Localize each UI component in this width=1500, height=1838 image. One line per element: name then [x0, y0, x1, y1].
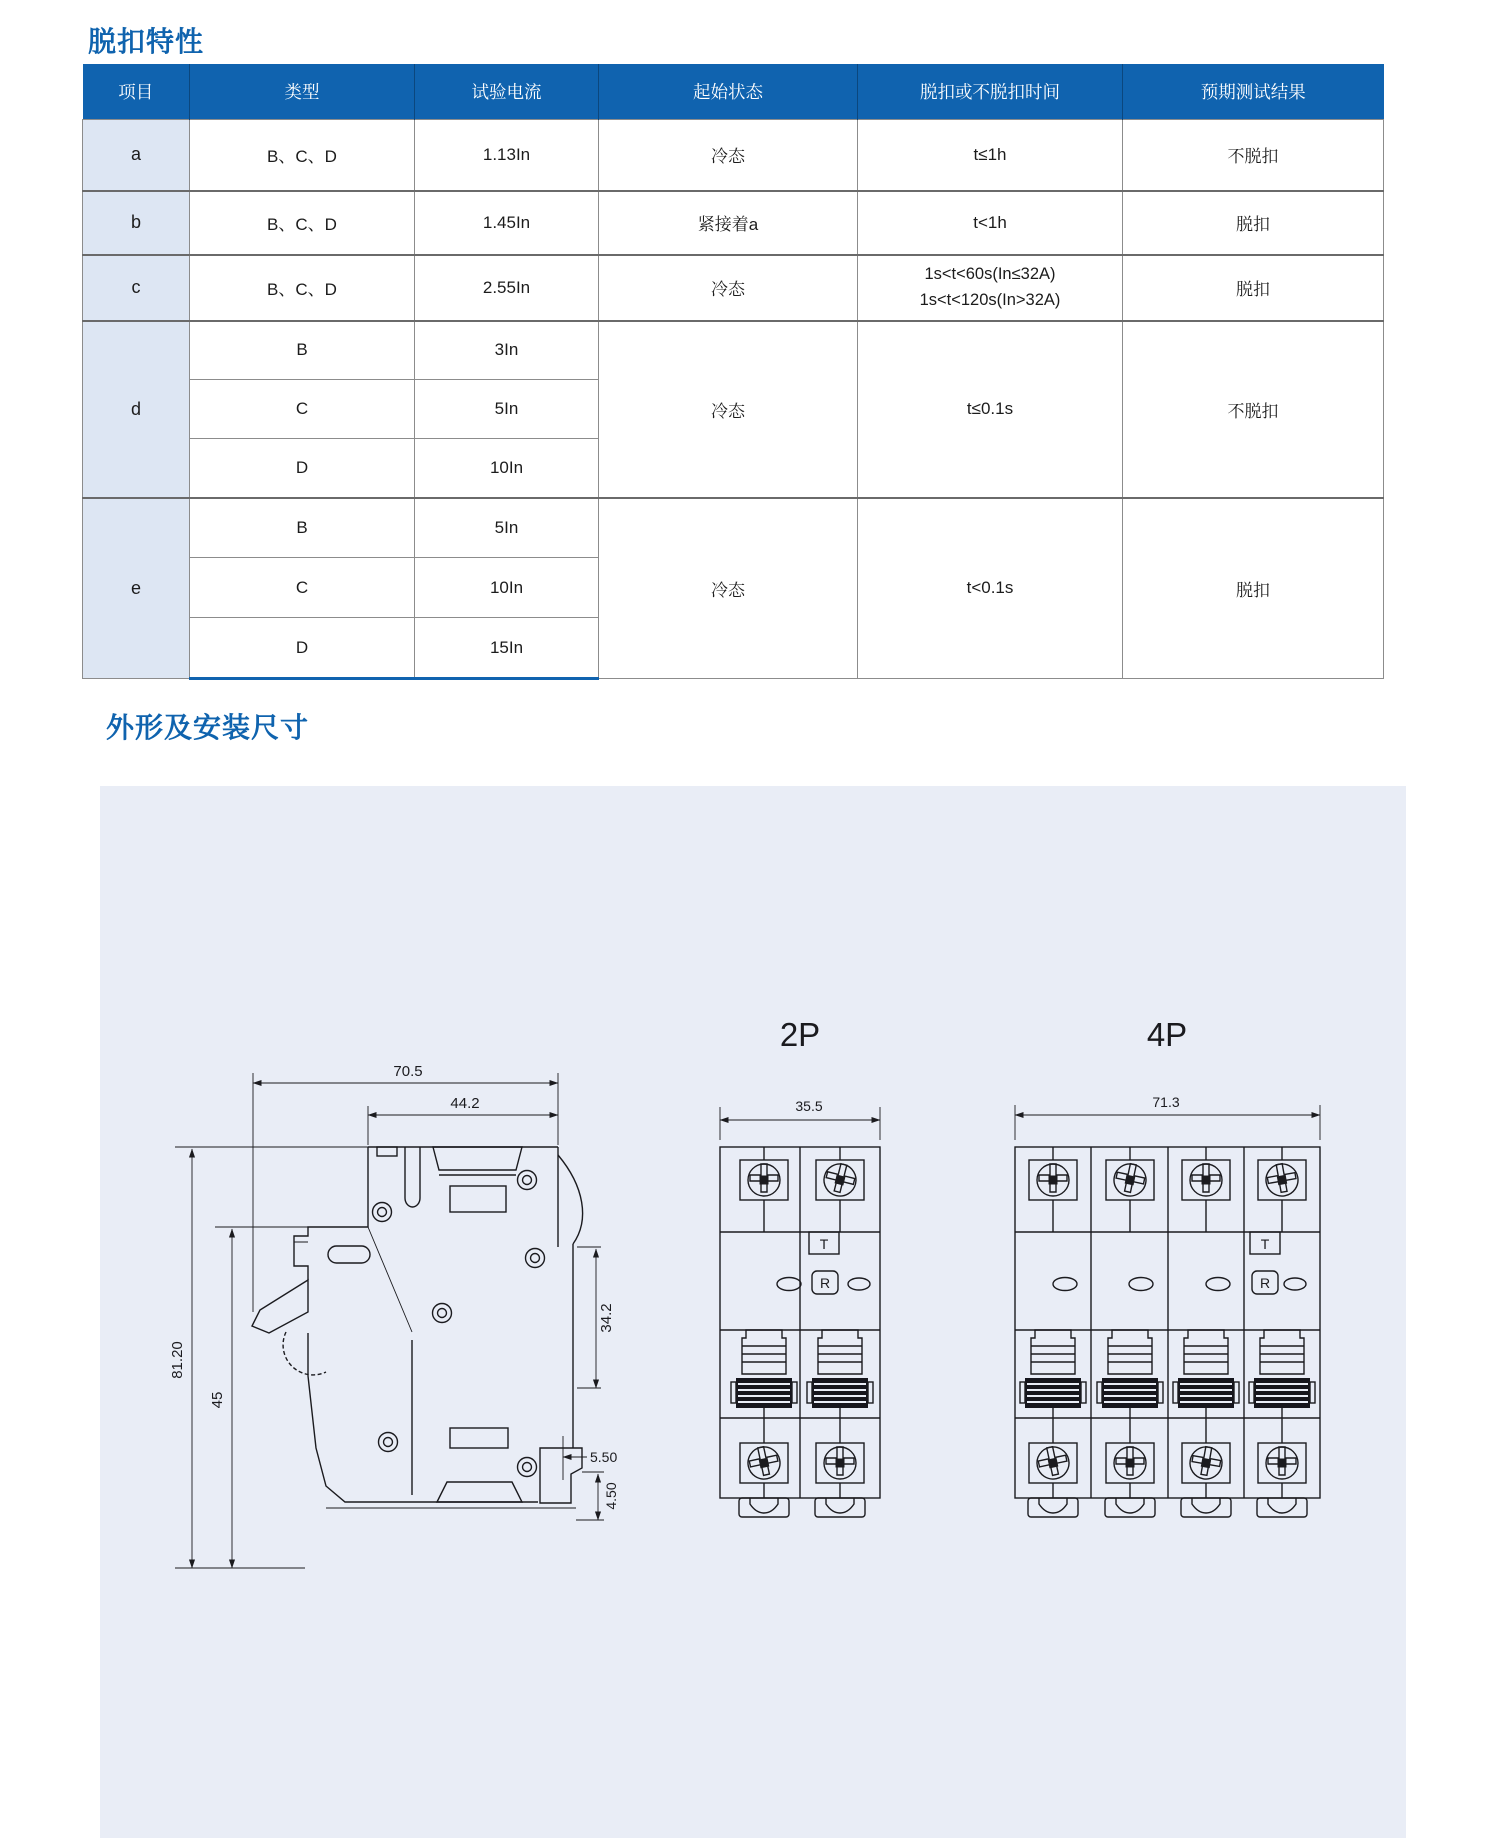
4p-toggle-4: [1249, 1378, 1315, 1408]
side-view-drawing: [130, 980, 650, 1592]
header-trip-time: 脱扣或不脱扣时间: [858, 64, 1123, 120]
cell-c-type: B、C、D: [190, 255, 415, 321]
table-row-a: [83, 120, 1384, 191]
dim-total-depth: 70.5: [393, 1063, 423, 1080]
2p-body: [720, 1147, 880, 1498]
4p-screw-top-4: [1263, 1161, 1300, 1198]
cell-e1-type: B: [190, 498, 415, 558]
4p-width-dim: 71.3: [1152, 1094, 1180, 1110]
cell-e-result: 脱扣: [1123, 498, 1384, 679]
4p-toggle-2: [1097, 1378, 1163, 1408]
dimensions-section-title: 外形及安装尺寸: [106, 712, 310, 743]
header-item: 项目: [83, 64, 190, 120]
4p-connector-4: [1260, 1330, 1304, 1374]
4p-toggle-3: [1173, 1378, 1239, 1408]
4p-clip-4: [1257, 1498, 1307, 1517]
4p-screw-bottom-4: [1266, 1447, 1298, 1479]
side-body-outline: [252, 1147, 583, 1503]
cell-a-item: a: [83, 120, 190, 191]
cell-e2-current: 10In: [415, 558, 599, 618]
4p-clip-1: [1028, 1498, 1078, 1517]
trip-characteristics-table: [82, 64, 1384, 680]
cell-e-state: 冷态: [599, 498, 858, 679]
cell-d1-current: 3In: [415, 321, 599, 380]
front-view-4p: [1000, 1080, 1330, 1540]
2p-clip-left: [739, 1498, 789, 1517]
2p-screw-bottom-left: [745, 1444, 783, 1482]
cell-e3-current: 15In: [415, 618, 599, 679]
label-4p: 4P: [1146, 1016, 1188, 1053]
2p-reset-button-label: R: [819, 1275, 831, 1291]
cell-d3-type: D: [190, 439, 415, 498]
cell-e3-type: D: [190, 618, 415, 679]
table-row-c: [83, 255, 1384, 321]
cell-c-time-line2: 1s<t<120s(In>32A): [919, 290, 1061, 309]
label-2p: 2P: [779, 1016, 821, 1053]
cell-c-time: [858, 255, 1123, 321]
cell-b-state: 紧接着a: [599, 191, 858, 255]
cell-c-time-line1: 1s<t<60s(In≤32A): [924, 264, 1056, 283]
4p-test-button-label: T: [1260, 1236, 1270, 1252]
2p-test-button-label: T: [819, 1236, 829, 1252]
2p-screw-top-right: [821, 1161, 860, 1200]
dim-rail-height: 34.2: [598, 1303, 615, 1333]
2p-screw-top-left: [748, 1164, 780, 1196]
cell-d3-current: 10In: [415, 439, 599, 498]
cell-d-result: 不脱扣: [1123, 321, 1384, 498]
header-initial-state: 起始状态: [599, 64, 858, 120]
dim-clip-depth: 4.50: [603, 1482, 619, 1510]
dim-body-depth: 44.2: [450, 1095, 480, 1112]
cell-e-time: t<0.1s: [858, 498, 1123, 679]
4p-screw-bottom-1: [1034, 1444, 1072, 1482]
cell-b-time: t<1h: [858, 191, 1123, 255]
cell-b-item: b: [83, 191, 190, 255]
dim-total-height: 81.20: [169, 1341, 186, 1379]
header-test-current: 试验电流: [415, 64, 599, 120]
cell-d-item: d: [83, 321, 190, 498]
cell-e1-current: 5In: [415, 498, 599, 558]
trip-section-title: 脱扣特性: [88, 26, 205, 57]
4p-screw-top-2: [1111, 1161, 1149, 1199]
table-row-d1: [83, 321, 1384, 380]
4p-clip-3: [1181, 1498, 1231, 1517]
dim-front-height: 45: [209, 1391, 226, 1409]
table-row-b: [83, 191, 1384, 255]
cell-a-result: 不脱扣: [1123, 120, 1384, 191]
4p-body: [1015, 1147, 1320, 1498]
cell-c-state: 冷态: [599, 255, 858, 321]
cell-b-type: B、C、D: [190, 191, 415, 255]
4p-clip-2: [1105, 1498, 1155, 1517]
cell-e-item: e: [83, 498, 190, 679]
cell-b-result: 脱扣: [1123, 191, 1384, 255]
4p-screw-top-3: [1190, 1164, 1222, 1196]
cell-d-state: 冷态: [599, 321, 858, 498]
dim-rail-offset: 5.50: [590, 1449, 618, 1465]
cell-c-current: 2.55In: [415, 255, 599, 321]
2p-width-dim: 35.5: [795, 1098, 823, 1114]
table-row-e1: [83, 498, 1384, 558]
cell-c-item: c: [83, 255, 190, 321]
4p-reset-button-label: R: [1259, 1275, 1271, 1291]
4p-connector-3: [1184, 1330, 1228, 1374]
cell-a-state: 冷态: [599, 120, 858, 191]
cell-a-type: B、C、D: [190, 120, 415, 191]
front-view-2p: [705, 1080, 895, 1540]
4p-screw-top-1: [1037, 1164, 1069, 1196]
cell-b-current: 1.45In: [415, 191, 599, 255]
cell-e2-type: C: [190, 558, 415, 618]
side-rivets: [373, 1171, 545, 1477]
cell-a-time: t≤1h: [858, 120, 1123, 191]
cell-d2-current: 5In: [415, 380, 599, 439]
side-inner-lines: [294, 1227, 576, 1508]
header-type: 类型: [190, 64, 415, 120]
cell-d1-type: B: [190, 321, 415, 380]
2p-screw-bottom-right: [824, 1447, 856, 1479]
4p-screw-bottom-2: [1114, 1447, 1146, 1479]
4p-screw-bottom-3: [1187, 1444, 1224, 1481]
4p-dimension: [1015, 1105, 1320, 1140]
4p-toggle-1: [1020, 1378, 1086, 1408]
cell-c-result: 脱扣: [1123, 255, 1384, 321]
2p-toggle-left: [731, 1378, 797, 1408]
2p-toggle-right: [807, 1378, 873, 1408]
cell-d-time: t≤0.1s: [858, 321, 1123, 498]
cell-d2-type: C: [190, 380, 415, 439]
2p-clip-right: [815, 1498, 865, 1517]
header-expected-result: 预期测试结果: [1123, 64, 1384, 120]
4p-connector-1: [1031, 1330, 1075, 1374]
2p-connector-left: [742, 1330, 786, 1374]
cell-a-current: 1.13In: [415, 120, 599, 191]
4p-connector-2: [1108, 1330, 1152, 1374]
table-header-row: [83, 64, 1384, 120]
2p-connector-right: [818, 1330, 862, 1374]
